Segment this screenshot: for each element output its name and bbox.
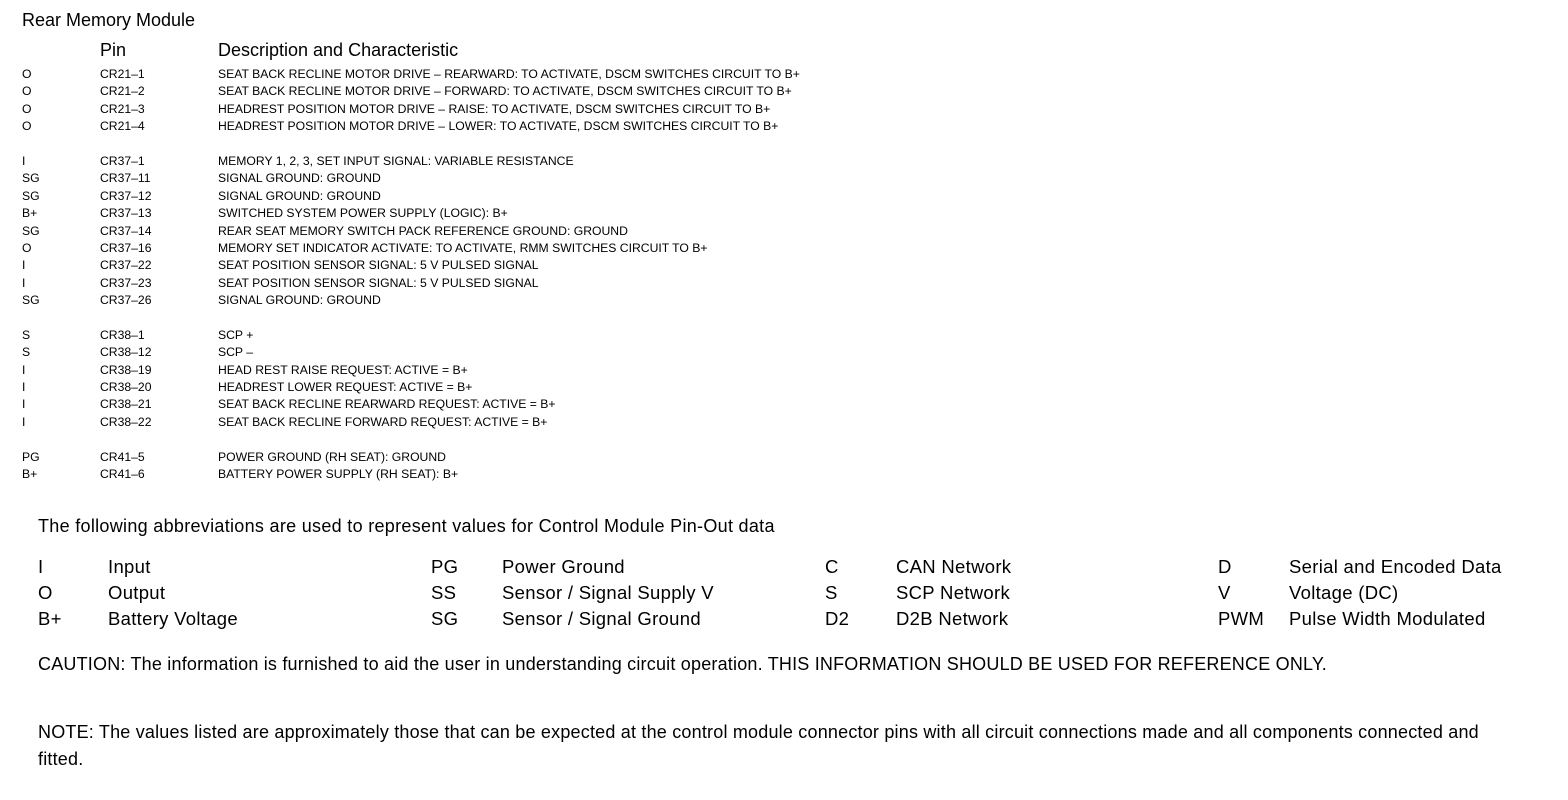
pin-row — [0, 257, 1000, 274]
pin-type: SG — [22, 223, 40, 238]
abbreviation-meaning: Sensor / Signal Supply V — [502, 582, 714, 603]
abbreviation-code: C — [825, 556, 839, 577]
pin-description: HEADREST POSITION MOTOR DRIVE – LOWER: TO ACTIVATE, DSCM SWITCHES CIRCUIT TO B+ — [218, 119, 779, 134]
pin-type: I — [22, 258, 26, 273]
pin-row — [0, 344, 1000, 361]
pin-type: B+ — [22, 206, 38, 221]
abbreviation-meaning: CAN Network — [896, 556, 1012, 577]
pin-id: CR37–22 — [100, 258, 152, 273]
pin-description: SEAT BACK RECLINE MOTOR DRIVE – REARWARD: TO ACTIVATE, DSCM SWITCHES CIRCUIT TO B+ — [218, 67, 800, 81]
pin-description: SCP + — [218, 327, 254, 342]
pin-group — [0, 449, 1000, 484]
pin-row — [0, 327, 1000, 344]
pin-description: SEAT BACK RECLINE MOTOR DRIVE – FORWARD: TO ACTIVATE, DSCM SWITCHES CIRCUIT TO B+ — [218, 84, 792, 99]
pin-row — [0, 414, 1000, 431]
pin-id: CR37–16 — [100, 240, 152, 255]
pin-row — [0, 275, 1000, 292]
abbreviation-code: SG — [431, 608, 459, 629]
pin-description: MEMORY SET INDICATOR ACTIVATE: TO ACTIVATE, RMM SWITCHES CIRCUIT TO B+ — [218, 240, 708, 255]
pin-row — [0, 66, 1000, 83]
pin-type: B+ — [22, 466, 38, 481]
abbreviations-intro: The following abbreviations are used to represent values for Control Module Pin-Out data — [38, 516, 775, 536]
pin-description: SIGNAL GROUND: GROUND — [218, 171, 381, 186]
pin-description: POWER GROUND (RH SEAT): GROUND — [218, 449, 446, 464]
pin-type: S — [22, 345, 31, 360]
abbreviation-code: O — [38, 582, 53, 603]
abbreviation-code: D2 — [825, 608, 850, 629]
pin-id: CR38–20 — [100, 380, 152, 395]
pin-id: CR21–4 — [100, 119, 145, 134]
pin-id: CR37–14 — [100, 223, 152, 238]
pin-description: SEAT POSITION SENSOR SIGNAL: 5 V PULSED SIGNAL — [218, 275, 539, 290]
abbreviation-code: B+ — [38, 608, 62, 629]
pin-row — [0, 466, 1000, 483]
pin-id: CR37–26 — [100, 293, 152, 308]
abbreviation-meaning: D2B Network — [896, 608, 1009, 629]
pin-id: CR37–12 — [100, 188, 152, 203]
pin-id: CR37–13 — [100, 206, 152, 221]
pin-id: CR38–12 — [100, 345, 152, 360]
pin-id: CR38–21 — [100, 397, 152, 412]
pin-row — [0, 83, 1000, 100]
abbreviation-code: S — [825, 582, 838, 603]
pin-description: SCP – — [218, 345, 254, 360]
abbreviation-meaning: Input — [108, 556, 151, 577]
pin-id: CR21–3 — [100, 101, 145, 116]
pin-type: O — [22, 84, 32, 99]
abbreviation-meaning: SCP Network — [896, 582, 1010, 603]
pin-type: I — [22, 397, 26, 412]
pin-type: I — [22, 153, 26, 168]
abbreviation-meaning: Pulse Width Modulated — [1289, 608, 1486, 629]
abbreviation-meaning: Battery Voltage — [108, 608, 238, 629]
abbreviation-code: PWM — [1218, 608, 1265, 629]
pin-row — [0, 188, 1000, 205]
pin-type: O — [22, 240, 32, 255]
pin-type: SG — [22, 293, 40, 308]
pin-row — [0, 449, 1000, 466]
pin-id: CR41–6 — [100, 466, 145, 481]
abbreviation-meaning: Power Ground — [502, 556, 625, 577]
pin-description: SEAT BACK RECLINE REARWARD REQUEST: ACTIVE = B+ — [218, 397, 556, 412]
pin-type: I — [22, 380, 26, 395]
pin-id: CR37–1 — [100, 153, 145, 168]
pin-group — [0, 66, 1000, 136]
pin-row — [0, 101, 1000, 118]
abbreviation-code: D — [1218, 556, 1232, 577]
pin-type: O — [22, 101, 32, 116]
pin-description: HEADREST LOWER REQUEST: ACTIVE = B+ — [218, 380, 473, 395]
pin-row — [0, 362, 1000, 379]
pin-type: O — [22, 119, 32, 134]
pin-type: S — [22, 327, 31, 342]
pin-row — [0, 223, 1000, 240]
pin-table — [0, 66, 1000, 501]
pin-description: REAR SEAT MEMORY SWITCH PACK REFERENCE GROUND: GROUND — [218, 223, 628, 238]
note-text: NOTE: The values listed are approximately those that can be expected at the control module connector pins with all circuit connections made and all components connected and fitted. — [38, 722, 1479, 769]
pin-id: CR37–23 — [100, 275, 152, 290]
pin-row — [0, 205, 1000, 222]
pin-type: O — [22, 67, 32, 81]
pin-id: CR41–5 — [100, 449, 145, 464]
pin-row — [0, 170, 1000, 187]
pin-type: PG — [22, 449, 40, 464]
pin-row — [0, 396, 1000, 413]
pin-column-header: Pin — [100, 40, 127, 60]
pin-type: I — [22, 275, 26, 290]
pin-description: SEAT BACK RECLINE FORWARD REQUEST: ACTIVE = B+ — [218, 414, 548, 429]
pin-description: SEAT POSITION SENSOR SIGNAL: 5 V PULSED SIGNAL — [218, 258, 539, 273]
pin-type: I — [22, 414, 26, 429]
pin-row — [0, 292, 1000, 309]
abbreviation-meaning: Voltage (DC) — [1289, 582, 1399, 603]
pin-description: SWITCHED SYSTEM POWER SUPPLY (LOGIC): B+ — [218, 206, 508, 221]
pin-description: HEAD REST RAISE REQUEST: ACTIVE = B+ — [218, 362, 468, 377]
pin-type: SG — [22, 188, 40, 203]
pin-group — [0, 327, 1000, 431]
pin-row — [0, 240, 1000, 257]
pin-row — [0, 153, 1000, 170]
pin-type: SG — [22, 171, 40, 186]
pin-type: I — [22, 362, 26, 377]
caution-text: CAUTION: The information is furnished to aid the user in understanding circuit operation. THIS INFORMATION SHOULD BE USED FOR REFERENCE ONLY. — [38, 654, 1327, 674]
abbreviation-meaning: Output — [108, 582, 166, 603]
abbreviation-code: PG — [431, 556, 459, 577]
pin-description: SIGNAL GROUND: GROUND — [218, 293, 381, 308]
pin-id: CR38–19 — [100, 362, 152, 377]
pin-id: CR21–1 — [100, 67, 145, 81]
pin-description: BATTERY POWER SUPPLY (RH SEAT): B+ — [218, 466, 459, 481]
abbreviation-meaning: Serial and Encoded Data — [1289, 556, 1502, 577]
pin-description: HEADREST POSITION MOTOR DRIVE – RAISE: TO ACTIVATE, DSCM SWITCHES CIRCUIT TO B+ — [218, 101, 771, 116]
abbreviation-meaning: Sensor / Signal Ground — [502, 608, 701, 629]
pin-row — [0, 379, 1000, 396]
pin-description: MEMORY 1, 2, 3, SET INPUT SIGNAL: VARIABLE RESISTANCE — [218, 153, 574, 168]
pin-id: CR38–1 — [100, 327, 145, 342]
description-column-header: Description and Characteristic — [218, 40, 459, 60]
pin-description: SIGNAL GROUND: GROUND — [218, 188, 381, 203]
pin-row — [0, 118, 1000, 135]
pin-id: CR21–2 — [100, 84, 145, 99]
abbreviation-code: V — [1218, 582, 1231, 603]
abbreviation-code: I — [38, 556, 44, 577]
abbreviation-code: SS — [431, 582, 457, 603]
pin-id: CR37–11 — [100, 171, 151, 186]
page-title: Rear Memory Module — [22, 10, 196, 30]
pin-group — [0, 153, 1000, 310]
pin-id: CR38–22 — [100, 414, 152, 429]
